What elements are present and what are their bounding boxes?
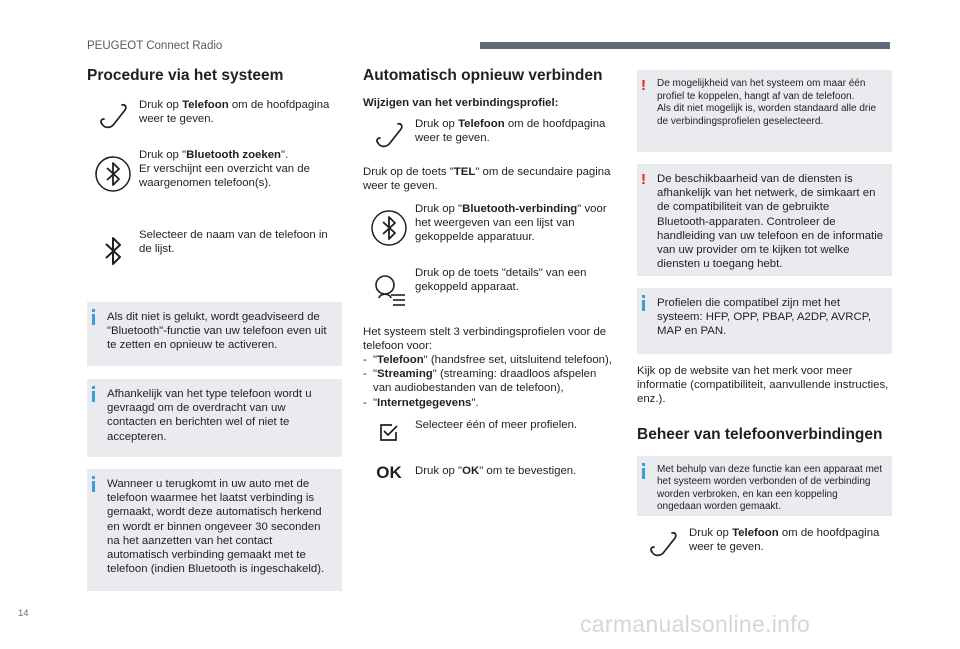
info-icon [92, 309, 95, 325]
step-open-phone-text: Druk op Telefoon om de hoofdpagina weer te geven. [139, 99, 330, 126]
watermark: carmanualsonline.info [580, 611, 811, 637]
warning-box-profile: ! De mogelijkheid van het systeem om maar één profiel te koppelen, hangt af van de telefoon. Als dit niet mogelijk is, worden standaard alle drie de verbindingsprofielen geselecteerd. [637, 70, 892, 152]
info-box-bluetooth-reset: Als dit niet is gelukt, wordt geadviseerd de "Bluetooth"-functie van uw telefoon even uit te zetten en opnieuw te activeren. [87, 302, 342, 366]
heading-procedure: Procedure via het systeem [87, 67, 284, 84]
column-middle [363, 66, 615, 504]
phone-icon [363, 117, 415, 157]
step-details [363, 266, 615, 322]
step-bluetooth-connection-text: Druk op "Bluetooth-verbinding" voor het weergeven van een lijst van gekoppelde apparatuur. [415, 202, 607, 244]
info-box-connection-function: Met behulp van deze functie kan een apparaat met het systeem worden verbonden of de verbinding worden verbroken, en kan een koppeling ongedaan worden gemaakt. [637, 456, 892, 516]
column-left [87, 66, 342, 591]
para-profiles: Het systeem stelt 3 verbindingsprofielen voor de telefoon voor: [363, 325, 607, 352]
info-box-compatible-profiles: Profielen die compatibel zijn met het systeem: HFP, OPP, PBAP, A2DP, AVRCP, MAP en PAN. [637, 288, 892, 354]
checkbox-icon [363, 422, 415, 462]
info-icon [642, 295, 645, 311]
header-bar [480, 42, 890, 49]
warning-icon: ! [641, 171, 646, 188]
step-open-phone-2-text: Druk op Telefoon om de hoofdpagina weer te geven. [415, 118, 606, 145]
step-confirm-ok [363, 464, 615, 504]
info-box-contacts-transfer: Afhankelijk van het type telefoon wordt u gevraagd om de overdracht van uw contacten en berichten wel of niet te accepteren. [87, 379, 342, 457]
para-tel-key: Druk op de toets "TEL" om de secundaire pagina weer te geven. [363, 166, 611, 193]
list-item: - "Internetgegevens". [363, 396, 479, 409]
ok-icon: OK [376, 462, 402, 482]
bluetooth-search-icon [363, 208, 415, 248]
para-website: Kijk op de website van het merk voor meer informatie (compatibiliteit, aanvullende instructies, enz.). [637, 365, 889, 406]
phone-icon [637, 526, 689, 566]
running-header: PEUGEOT Connect Radio [87, 40, 223, 52]
info-icon [92, 476, 95, 492]
step-select-profiles-text: Selecteer één of meer profielen. [415, 418, 578, 431]
step-confirm-ok-text: Druk op "OK" om te bevestigen. [415, 464, 577, 477]
step-open-phone-2 [363, 117, 615, 165]
warning-icon: ! [641, 77, 646, 94]
step-open-phone-3 [637, 526, 892, 566]
step-select-phone [87, 228, 342, 300]
step-open-phone-3-text: Druk op Telefoon om de hoofdpagina weer te geven. [689, 526, 880, 553]
heading-auto-reconnect: Automatisch opnieuw verbinden [363, 67, 603, 84]
heading-connection-management: Beheer van telefoonverbindingen [637, 425, 883, 443]
warning-box-services: ! De beschikbaarheid van de diensten is afhankelijk van het netwerk, de simkaart en de compatibiliteit van de gebruikte Bluetooth-apparaten. Controleer de handleiding van uw telefoon en de informatie van uw provider om te kijken tot welke diensten u toegang hebt. [637, 164, 892, 276]
step-select-phone-text: Selecteer de naam van de telefoon in de lijst. [139, 229, 328, 256]
step-bluetooth-search-text: Druk op "Bluetooth zoeken". Er verschijnt een overzicht van de waargenomen telefoon(s). [139, 149, 310, 190]
list-item: - "Telefoon" (handsfree set, uitsluitend telefoon), [363, 354, 612, 367]
phone-icon [87, 98, 139, 138]
step-details-text: Druk op de toets "details" van een gekoppeld apparaat. [415, 266, 587, 293]
profile-list [363, 353, 615, 410]
list-item: - "Streaming" (streaming: draadloos afspelen van audiobestanden van de telefoon), [363, 368, 597, 395]
step-open-phone [87, 98, 342, 140]
info-icon [642, 463, 645, 479]
bluetooth-search-icon [87, 154, 139, 194]
bluetooth-icon [87, 234, 139, 274]
step-select-profiles [363, 418, 615, 462]
info-box-auto-reconnect: Wanneer u terugkomt in uw auto met de telefoon waarmee het laatst verbinding is gemaakt, wordt deze automatisch herkend en wordt er binnen ongeveer 30 seconden na het aanzetten van het contact automatisch verbinding gemaakt met te telefoon (indien Bluetooth is ingeschakeld). [87, 469, 342, 591]
details-icon [363, 270, 415, 310]
step-bluetooth-connection [363, 202, 615, 266]
step-bluetooth-search [87, 148, 342, 226]
page-number: 14 [18, 608, 29, 619]
column-right [637, 70, 892, 566]
subheading-profile: Wijzigen van het verbindingsprofiel: [363, 97, 559, 109]
info-icon [92, 386, 95, 402]
